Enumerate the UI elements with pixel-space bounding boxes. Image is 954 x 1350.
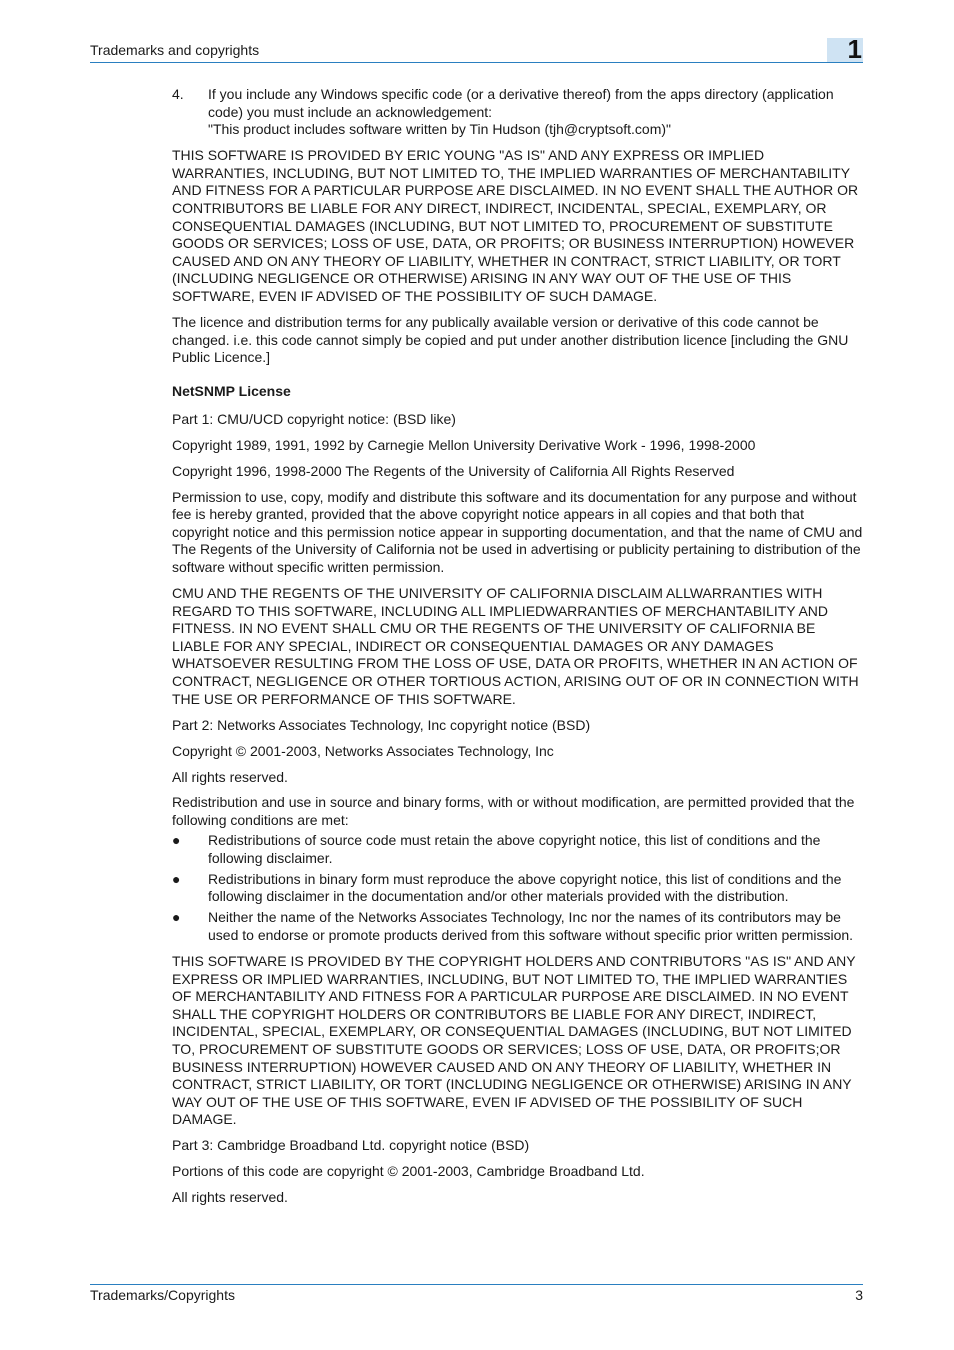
page-footer <box>90 1284 863 1303</box>
copyright-cmu: Copyright 1989, 1991, 1992 by Carnegie Mellon University Derivative Work - 1996, 1998-2000 <box>172 436 756 453</box>
page-header <box>90 34 863 64</box>
part3-heading: Part 3: Cambridge Broadband Ltd. copyright notice (BSD) <box>172 1137 530 1154</box>
list-item-text: Neither the name of the Networks Associates Technology, Inc nor the names of its contributors may be used to endorse or promote products derived from this software without specific prior written permission. <box>208 909 854 944</box>
list-item <box>172 832 864 867</box>
part1-heading: Part 1: CMU/UCD copyright notice: (BSD like) <box>172 410 456 427</box>
section-heading-netsnmp: NetSNMP License <box>172 383 291 400</box>
item-number: 4. <box>172 86 184 102</box>
warranty-disclaimer-1: THIS SOFTWARE IS PROVIDED BY ERIC YOUNG "AS IS" AND ANY EXPRESS OR IMPLIED WARRANTIES, INCLUDING, BUT NOT LIMITED TO, THE IMPLIED WARRANTIES OF MERCHANTABILITY AND FITNESS FOR A PARTICULAR PURPOSE ARE DISCLAIMED. IN NO EVENT SHALL THE AUTHOR OR CONTRIBUTORS BE LIABLE FOR ANY DIRECT, INDIRECT, INCIDENTAL, SPECIAL, EXEMPLARY, OR CONSEQUENTIAL DAMAGES (INCLUDING, BUT NOT LIMITED TO, PROCUREMENT OF SUBSTITUTE GOODS OR SERVICES; LOSS OF USE, DATA, OR PROFITS; OR BUSINESS INTERRUPTION) HOWEVER CAUSED AND ON ANY THEORY OF LIABILITY, WHETHER IN CONTRACT, STRICT LIABILITY, OR TORT (INCLUDING NEGLIGENCE OR OTHERWISE) ARISING IN ANY WAY OUT OF THE USE OF THIS SOFTWARE, EVEN IF ADVISED OF THE POSSIBILITY OF SUCH DAMAGE. <box>172 147 859 304</box>
list-item <box>172 909 864 944</box>
chapter-tab <box>827 34 863 64</box>
copyright-cambridge-broadband: Portions of this code are copyright © 2001-2003, Cambridge Broadband Ltd. <box>172 1163 645 1180</box>
part2-heading: Part 2: Networks Associates Technology, Inc copyright notice (BSD) <box>172 716 591 733</box>
chapter-number: 1 <box>847 34 862 64</box>
list-item-text: Redistributions in binary form must reproduce the above copyright notice, this list of conditions and the following disclaimer in the documentation and/or other materials provided with the distribution. <box>208 870 842 905</box>
item-text: If you include any Windows specific code (or a derivative thereof) from the apps directory (application code) you must include an acknowledgement: <box>208 86 834 120</box>
conditions-list <box>172 832 864 945</box>
item-quote: "This product includes software written by Tin Hudson (tjh@cryptsoft.com)" <box>208 121 671 138</box>
bullet-icon: ● <box>172 909 181 926</box>
page-number: 3 <box>855 1287 863 1303</box>
licence-terms-paragraph: The licence and distribution terms for any publically available version or derivative of this code cannot be changed. i.e. this code cannot simply be copied and put under another distribution licence [including the GNU Public Licence.] <box>172 313 849 366</box>
header-title: Trademarks and copyrights <box>90 42 260 58</box>
page-content <box>172 86 864 1215</box>
copyright-regents: Copyright 1996, 1998-2000 The Regents of the University of California All Rights Reserved <box>172 462 735 479</box>
footer-title: Trademarks/Copyrights <box>90 1287 235 1303</box>
all-rights-reserved-1: All rights reserved. <box>172 768 288 785</box>
all-rights-reserved-2: All rights reserved. <box>172 1189 288 1206</box>
bullet-icon: ● <box>172 870 181 887</box>
copyright-networks-associates: Copyright © 2001-2003, Networks Associates Technology, Inc <box>172 742 554 759</box>
permission-paragraph: Permission to use, copy, modify and distribute this software and its documentation for any purpose and without fee is hereby granted, provided that the above copyright notice appears in all copies and that both that copyright notice and this permission notice appear in supporting documentation, and that the name of CMU and The Regents of the University of California not be used in advertising or publicity pertaining to distribution of the software without specific written permission. <box>172 488 863 575</box>
redistribution-paragraph: Redistribution and use in source and binary forms, with or without modification, are permitted provided that the following conditions are met: <box>172 794 855 829</box>
list-item <box>172 871 864 906</box>
numbered-item-4 <box>172 86 864 139</box>
warranty-disclaimer-2: THIS SOFTWARE IS PROVIDED BY THE COPYRIGHT HOLDERS AND CONTRIBUTORS "AS IS" AND ANY EXPRESS OR IMPLIED WARRANTIES, INCLUDING, BUT NOT LIMITED TO, THE IMPLIED WARRANTIES OF MERCHANTABILITY AND FITNESS FOR A PARTICULAR PURPOSE ARE DISCLAIMED. IN NO EVENT SHALL THE COPYRIGHT HOLDERS OR CONTRIBUTORS BE LIABLE FOR ANY DIRECT, INDIRECT, INCIDENTAL, SPECIAL, EXEMPLARY, OR CONSEQUENTIAL DAMAGES (INCLUDING, BUT NOT LIMITED TO, PROCUREMENT OF SUBSTITUTE GOODS OR SERVICES; LOSS OF USE, DATA, OR PROFITS;OR BUSINESS INTERRUPTION) HOWEVER CAUSED AND ON ANY THEORY OF LIABILITY, WHETHER IN CONTRACT, STRICT LIABILITY, OR TORT (INCLUDING NEGLIGENCE OR OTHERWISE) ARISING IN ANY WAY OUT OF THE USE OF THIS SOFTWARE, EVEN IF ADVISED OF THE POSSIBILITY OF SUCH DAMAGE. <box>172 953 856 1128</box>
cmu-disclaimer: CMU AND THE REGENTS OF THE UNIVERSITY OF CALIFORNIA DISCLAIM ALLWARRANTIES WITH REGARD TO THIS SOFTWARE, INCLUDING ALL IMPLIEDWARRANTIES OF MERCHANTABILITY AND FITNESS. IN NO EVENT SHALL CMU OR THE REGENTS OF THE UNIVERSITY OF CALIFORNIA BE LIABLE FOR ANY SPECIAL, INDIRECT OR CONSEQUENTIAL DAMAGES OR ANY DAMAGES WHATSOEVER RESULTING FROM THE LOSS OF USE, DATA OR PROFITS, WHETHER IN AN ACTION OF CONTRACT, NEGLIGENCE OR OTHER TORTIOUS ACTION, ARISING OUT OF OR IN CONNECTION WITH THE USE OR PERFORMANCE OF THIS SOFTWARE. <box>172 584 859 707</box>
list-item-text: Redistributions of source code must retain the above copyright notice, this list of conditions and the following disclaimer. <box>208 832 821 866</box>
bullet-icon: ● <box>172 832 181 849</box>
